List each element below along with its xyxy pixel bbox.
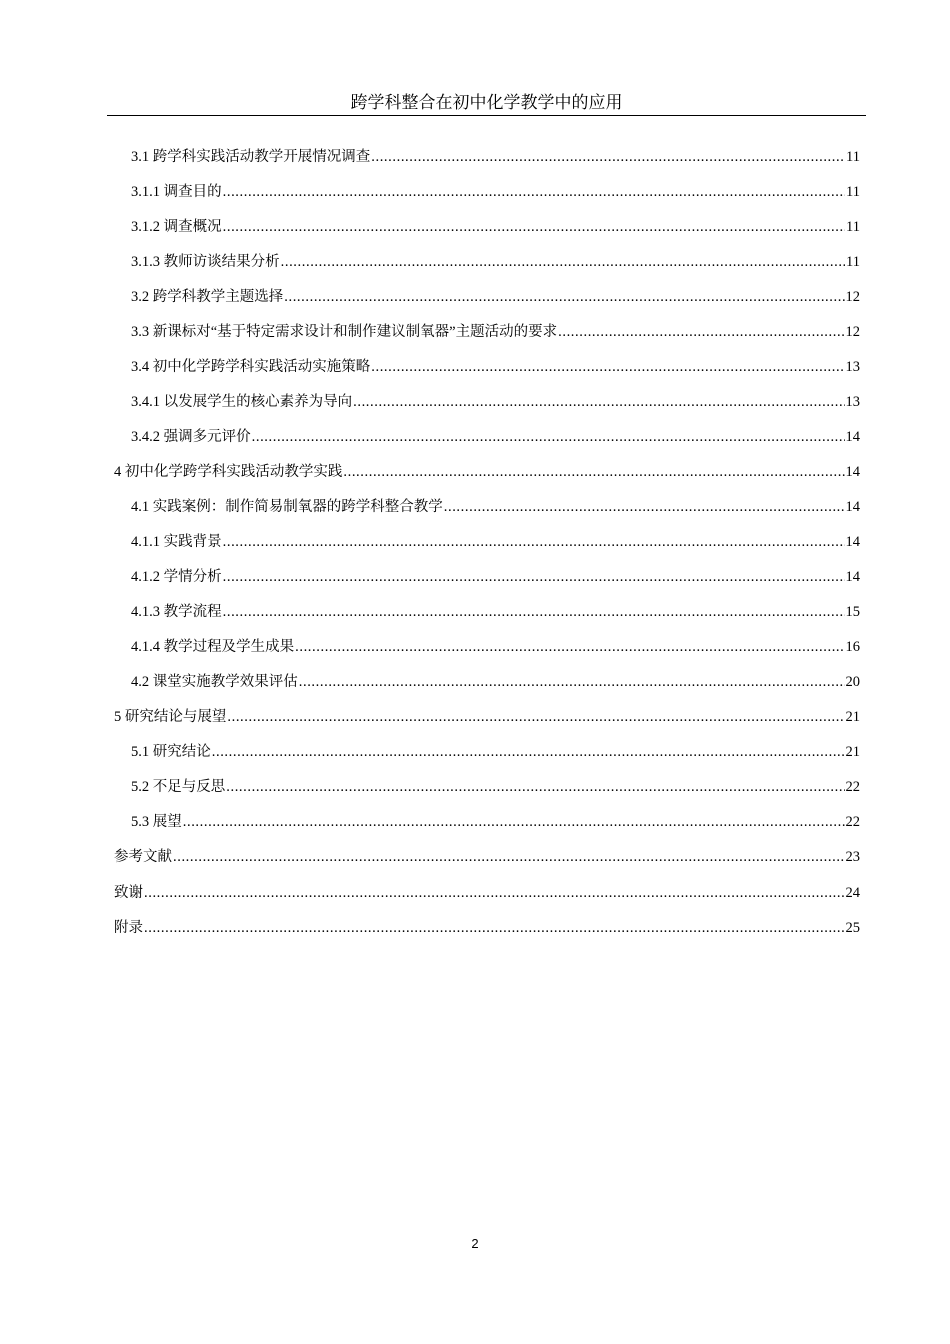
toc-entry-page: 14 [845, 534, 860, 551]
toc-entry[interactable] [0, 805, 950, 840]
toc-entry[interactable] [0, 875, 950, 910]
toc-entry[interactable] [0, 665, 950, 700]
toc-entry[interactable] [0, 770, 950, 805]
toc-dot-leader [371, 147, 845, 167]
toc-entry-label: 3.2 跨学科教学主题选择 [131, 288, 284, 305]
toc-entry-page: 11 [846, 253, 860, 270]
header-divider [107, 115, 866, 116]
toc-entry-page: 11 [846, 183, 860, 200]
toc-dot-leader [295, 637, 844, 657]
toc-entry[interactable] [0, 489, 950, 524]
toc-entry-label: 3.1.1 调查目的 [131, 183, 222, 200]
toc-dot-leader [299, 672, 845, 692]
toc-dot-leader [343, 462, 844, 482]
toc-entry[interactable] [0, 244, 950, 279]
toc-entry-label: 附录 [114, 919, 143, 936]
toc-dot-leader [144, 918, 845, 938]
toc-entry-label: 5.2 不足与反思 [131, 779, 226, 796]
toc-entry[interactable] [0, 139, 950, 174]
toc-dot-leader [183, 812, 845, 832]
toc-entry[interactable] [0, 209, 950, 244]
toc-entry[interactable] [0, 314, 950, 349]
toc-entry[interactable] [0, 384, 950, 419]
toc-dot-leader [284, 287, 844, 307]
toc-dot-leader [281, 252, 845, 272]
toc-entry-label: 3.1.3 教师访谈结果分析 [131, 253, 280, 270]
toc-entry-page: 12 [845, 323, 860, 340]
toc-entry[interactable] [0, 454, 950, 489]
toc-entry-label: 3.4.2 强调多元评价 [131, 428, 251, 445]
toc-entry-label: 参考文献 [114, 849, 172, 866]
toc-entry[interactable] [0, 595, 950, 630]
toc-entry-label: 5.1 研究结论 [131, 744, 211, 761]
toc-entry-label: 致谢 [114, 884, 143, 901]
toc-dot-leader [371, 357, 844, 377]
toc-dot-leader [212, 742, 845, 762]
toc-entry-label: 4 初中化学跨学科实践活动教学实践 [114, 463, 343, 480]
toc-dot-leader [173, 847, 845, 867]
toc-entry-label: 3.4 初中化学跨学科实践活动实施策略 [131, 358, 371, 375]
toc-entry[interactable] [0, 279, 950, 314]
toc-entry-label: 3.1 跨学科实践活动教学开展情况调查 [131, 148, 371, 165]
toc-entry-label: 5 研究结论与展望 [114, 709, 227, 726]
toc-entry[interactable] [0, 840, 950, 875]
toc-entry-page: 13 [845, 358, 860, 375]
toc-dot-leader [144, 883, 845, 903]
toc-dot-leader [558, 322, 844, 342]
table-of-contents [0, 139, 950, 945]
toc-dot-leader [223, 567, 845, 587]
toc-dot-leader [223, 182, 845, 202]
toc-entry-label: 4.1.4 教学过程及学生成果 [131, 639, 295, 656]
toc-entry-label: 4.2 课堂实施教学效果评估 [131, 674, 298, 691]
toc-entry-page: 24 [845, 884, 860, 901]
toc-entry-page: 25 [845, 919, 860, 936]
page-number: 2 [471, 1236, 479, 1251]
toc-entry-page: 15 [845, 604, 860, 621]
toc-dot-leader [444, 497, 845, 517]
toc-entry-label: 4.1.3 教学流程 [131, 604, 222, 621]
toc-entry-page: 16 [845, 639, 860, 656]
toc-entry[interactable] [0, 630, 950, 665]
toc-dot-leader [252, 427, 845, 447]
toc-dot-leader [223, 602, 845, 622]
toc-entry[interactable] [0, 560, 950, 595]
toc-entry-page: 20 [845, 674, 860, 691]
toc-entry-page: 14 [845, 569, 860, 586]
toc-entry[interactable] [0, 349, 950, 384]
toc-entry[interactable] [0, 735, 950, 770]
toc-entry-page: 23 [845, 849, 860, 866]
toc-dot-leader [223, 532, 845, 552]
toc-entry-label: 4.1.1 实践背景 [131, 534, 222, 551]
toc-entry-page: 13 [845, 393, 860, 410]
toc-entry[interactable] [0, 174, 950, 209]
toc-entry-label: 4.1.2 学情分析 [131, 569, 222, 586]
toc-entry[interactable] [0, 419, 950, 454]
toc-dot-leader [226, 777, 844, 797]
toc-entry-label: 3.4.1 以发展学生的核心素养为导向 [131, 393, 353, 410]
toc-entry-page: 14 [845, 463, 860, 480]
toc-entry[interactable] [0, 910, 950, 945]
toc-dot-leader [227, 707, 844, 727]
toc-entry[interactable] [0, 525, 950, 560]
toc-entry-page: 22 [845, 814, 860, 831]
toc-entry-page: 22 [845, 779, 860, 796]
toc-dot-leader [223, 217, 845, 237]
toc-entry-label: 3.1.2 调查概况 [131, 218, 222, 235]
toc-entry-page: 11 [846, 148, 860, 165]
running-header: 跨学科整合在初中化学教学中的应用 [350, 93, 623, 112]
toc-entry-page: 14 [845, 498, 860, 515]
toc-entry[interactable] [0, 700, 950, 735]
toc-entry-page: 14 [845, 428, 860, 445]
toc-entry-page: 12 [845, 288, 860, 305]
toc-entry-label: 4.1 实践案例：制作简易制氧器的跨学科整合教学 [131, 498, 443, 515]
toc-entry-page: 11 [846, 218, 860, 235]
toc-entry-page: 21 [845, 709, 860, 726]
toc-entry-page: 21 [845, 744, 860, 761]
toc-entry-label: 5.3 展望 [131, 814, 182, 831]
toc-dot-leader [353, 392, 844, 412]
toc-entry-label: 3.3 新课标对“基于特定需求设计和制作建议制氧器”主题活动的要求 [131, 323, 558, 340]
